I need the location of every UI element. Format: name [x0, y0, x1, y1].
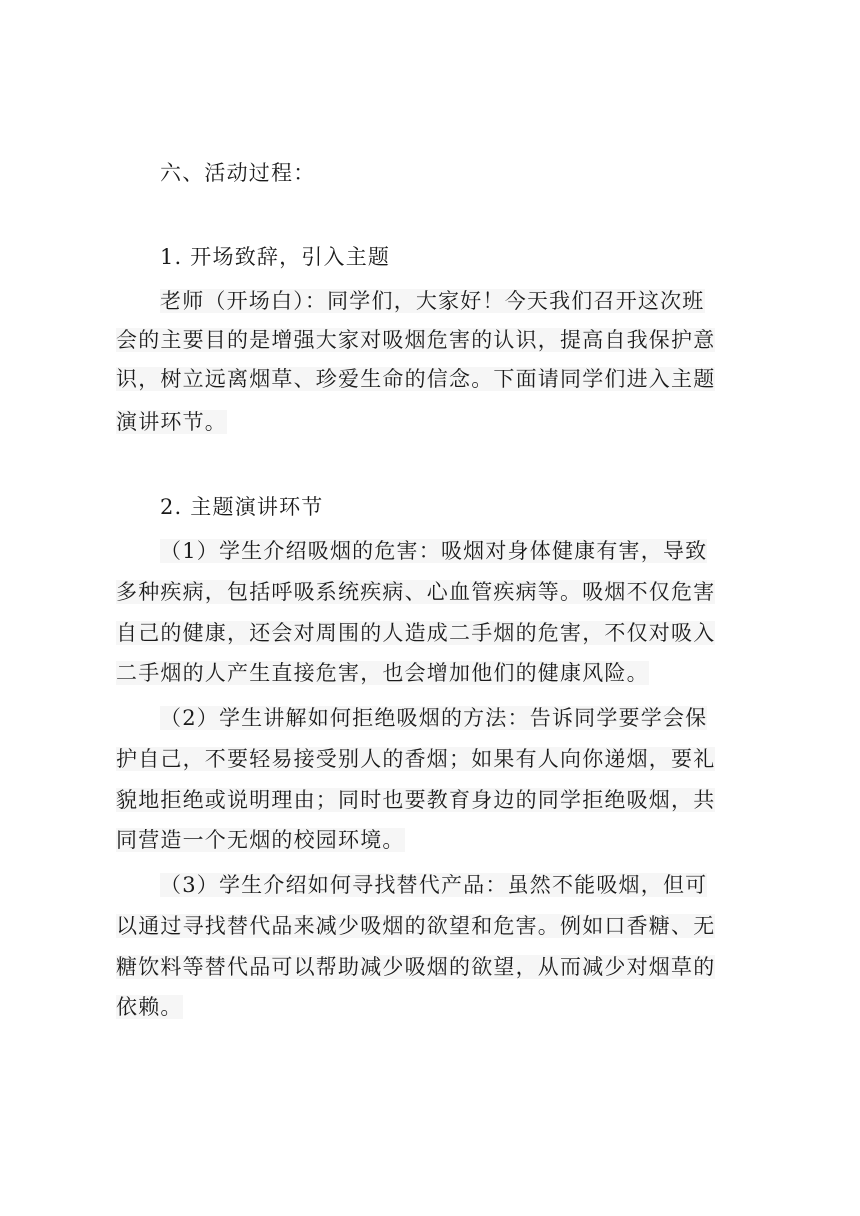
section-heading: 六、活动过程：	[160, 161, 316, 185]
item1-line-2: 多种疾病，包括呼吸系统疾病、心血管疾病等。吸烟不仅危害	[116, 580, 716, 604]
item3-line-1: （3）学生介绍如何寻找替代产品：虽然不能吸烟，但可	[160, 873, 708, 897]
item3-line-4: 依赖。	[116, 995, 183, 1019]
item3-line-2: 以通过寻找替代品来减少吸烟的欲望和危害。例如口香糖、无	[116, 914, 716, 938]
item2-line-2: 护自己，不要轻易接受别人的香烟；如果有人向你递烟，要礼	[116, 747, 716, 771]
item1-line-4: 二手烟的人产生直接危害，也会增加他们的健康风险。	[116, 661, 649, 685]
item3-line-3: 糖饮料等替代品可以帮助减少吸烟的欲望，从而减少对烟草的	[116, 955, 716, 979]
item2-line-3: 貌地拒绝或说明理由；同时也要教育身边的同学拒绝吸烟，共	[116, 788, 716, 812]
part1-line-2: 会的主要目的是增强大家对吸烟危害的认识，提高自我保护意	[116, 328, 716, 352]
item1-line-1: （1）学生介绍吸烟的危害：吸烟对身体健康有害，导致	[160, 539, 708, 563]
part1-line-1: 老师（开场白）：同学们，大家好！今天我们召开这次班	[160, 289, 705, 313]
item2-line-1: （2）学生讲解如何拒绝吸烟的方法：告诉同学要学会保	[160, 706, 708, 730]
part2-title: 2. 主题演讲环节	[160, 495, 324, 519]
part1-title: 1. 开场致辞，引入主题	[160, 245, 391, 269]
part1-line-4: 演讲环节。	[116, 410, 227, 434]
item1-line-3: 自己的健康，还会对周围的人造成二手烟的危害，不仅对吸入	[116, 621, 716, 645]
part1-line-3: 识，树立远离烟草、珍爱生命的信念。下面请同学们进入主题	[116, 367, 716, 391]
item2-line-4: 同营造一个无烟的校园环境。	[116, 828, 405, 852]
